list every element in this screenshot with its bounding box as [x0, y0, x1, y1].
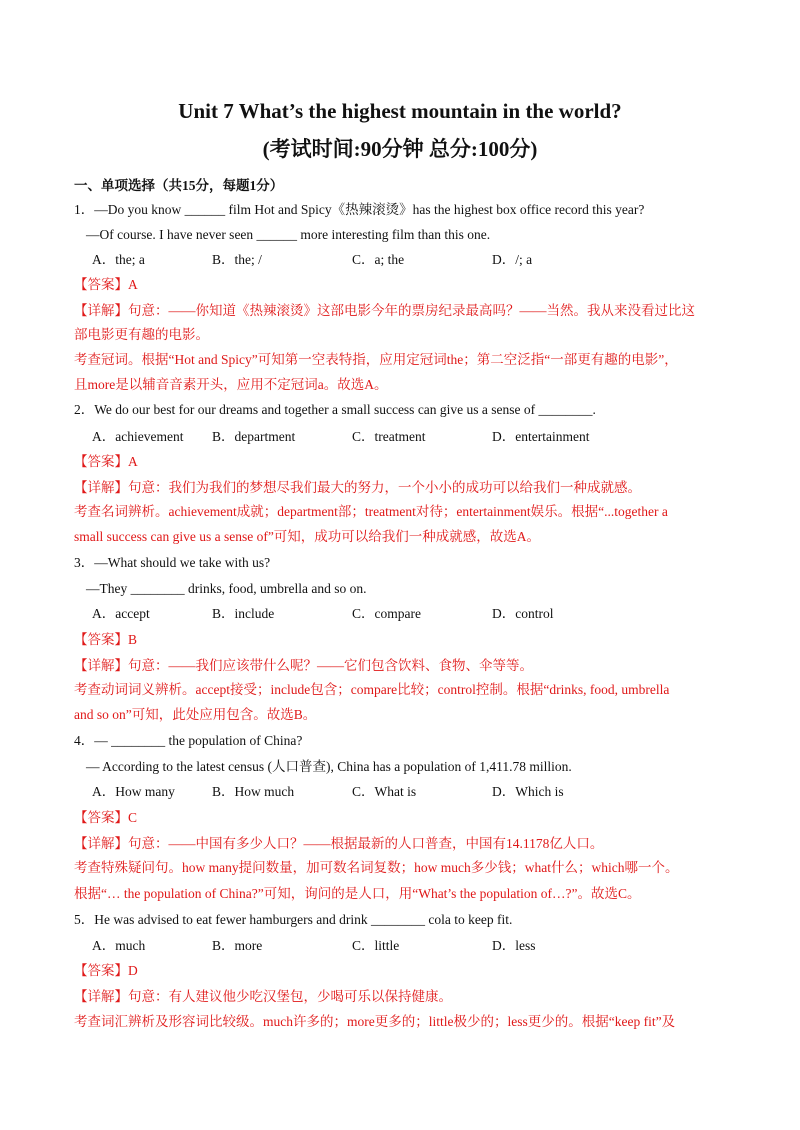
question-2-detail: 【详解】句意：我们为我们的梦想尽我们最大的努力，一个小小的成功可以给我们一种成就感。 — [74, 480, 641, 495]
question-4-detail: 考查特殊疑问句。how many提问数量，加可数名词复数；how much多少钱；what什么；which哪一个。 — [74, 860, 679, 875]
question-3-detail: and so on”可知，此处应用包含。故选B。 — [74, 707, 317, 722]
question-2-text: 2．We do our best for our dreams and together a small success can give us a sense of ________. — [74, 402, 596, 417]
question-5-options — [0, 936, 800, 956]
question-2-answer: 【答案】A — [74, 454, 138, 469]
question-5-answer: 【答案】D — [74, 963, 138, 978]
question-4-detail: 根据“… the population of China?”可知，询问的是人口，用“What’s the population of…?”。故选C。 — [74, 886, 641, 901]
question-1-detail: 且more是以辅音音素开头，应用不定冠词a。故选A。 — [74, 377, 388, 392]
option-a: A．How many — [92, 784, 175, 799]
question-1-detail: 部电影更有趣的电影。 — [74, 327, 209, 342]
option-b: B．more — [212, 938, 263, 953]
question-4-text: 4．— ________ the population of China? — [74, 733, 303, 748]
exam-info: (考试时间:90分钟 总分:100分) — [262, 137, 538, 161]
option-d: D．control — [492, 606, 554, 621]
option-b: B．department — [212, 429, 296, 444]
option-c: C．compare — [352, 606, 421, 621]
option-c: C．What is — [352, 784, 417, 799]
question-5-detail: 【详解】句意：有人建议他少吃汉堡包，少喝可乐以保持健康。 — [74, 989, 452, 1004]
question-5-detail: 考查词汇辨析及形容词比较级。much许多的；more更多的；little极少的；less更少的。根据“keep fit”及 — [74, 1014, 676, 1029]
question-1-answer: 【答案】A — [74, 277, 138, 292]
question-2-detail: small success can give us a sense of”可知，成功可以给我们一种成就感，故选A。 — [74, 529, 541, 544]
option-c: C．a; the — [352, 252, 405, 267]
question-4-options — [0, 782, 800, 802]
option-b: B．the; / — [212, 252, 262, 267]
section-heading: 一、单项选择（共15分，每题1分） — [74, 178, 284, 193]
question-1-detail: 【详解】句意：——你知道《热辣滚烫》这部电影今年的票房纪录最高吗？——当然。我从来没看过比这 — [74, 303, 695, 318]
option-b: B．How much — [212, 784, 295, 799]
question-2-options — [0, 427, 800, 447]
option-b: B．include — [212, 606, 275, 621]
option-a: A．accept — [92, 606, 150, 621]
question-3-detail: 考查动词词义辨析。accept接受；include包含；compare比较；control控制。根据“drinks, food, umbrella — [74, 682, 670, 697]
question-3-answer: 【答案】B — [74, 632, 138, 647]
option-d: D．Which is — [492, 784, 564, 799]
question-3-text: 3．—What should we take with us? — [74, 555, 271, 570]
question-4-answer: 【答案】C — [74, 810, 138, 825]
option-a: A．achievement — [92, 429, 184, 444]
question-1-response: —Of course. I have never seen ______ more interesting film than this one. — [86, 227, 491, 242]
option-d: D．less — [492, 938, 536, 953]
question-2-detail: 考查名词辨析。achievement成就；department部；treatment对待；entertainment娱乐。根据“...together a — [74, 504, 668, 519]
option-d: D．/; a — [492, 252, 533, 267]
option-a: A．much — [92, 938, 146, 953]
option-d: D．entertainment — [492, 429, 590, 444]
question-3-response: —They ________ drinks, food, umbrella and so on. — [86, 581, 367, 596]
question-1-options — [0, 250, 800, 270]
question-3-detail: 【详解】句意：——我们应该带什么呢？——它们包含饮料、食物、伞等等。 — [74, 658, 533, 673]
page-title: Unit 7 What’s the highest mountain in the world? — [178, 99, 622, 123]
question-5-text: 5．He was advised to eat fewer hamburgers and drink ________ cola to keep fit. — [74, 912, 513, 927]
option-c: C．treatment — [352, 429, 426, 444]
question-4-response: — According to the latest census (人口普查), China has a population of 1,411.78 million. — [86, 759, 572, 774]
question-4-detail: 【详解】句意：——中国有多少人口？——根据最新的人口普查，中国有14.1178亿人口。 — [74, 836, 604, 851]
question-3-options — [0, 604, 800, 624]
option-a: A．the; a — [92, 252, 145, 267]
question-1-text: 1．—Do you know ______ film Hot and Spicy《热辣滚烫》has the highest box office record this year? — [74, 202, 645, 217]
option-c: C．little — [352, 938, 400, 953]
question-1-detail: 考查冠词。根据“Hot and Spicy”可知第一空表特指，应用定冠词the；第二空泛指“一部更有趣的电影”， — [74, 352, 678, 367]
